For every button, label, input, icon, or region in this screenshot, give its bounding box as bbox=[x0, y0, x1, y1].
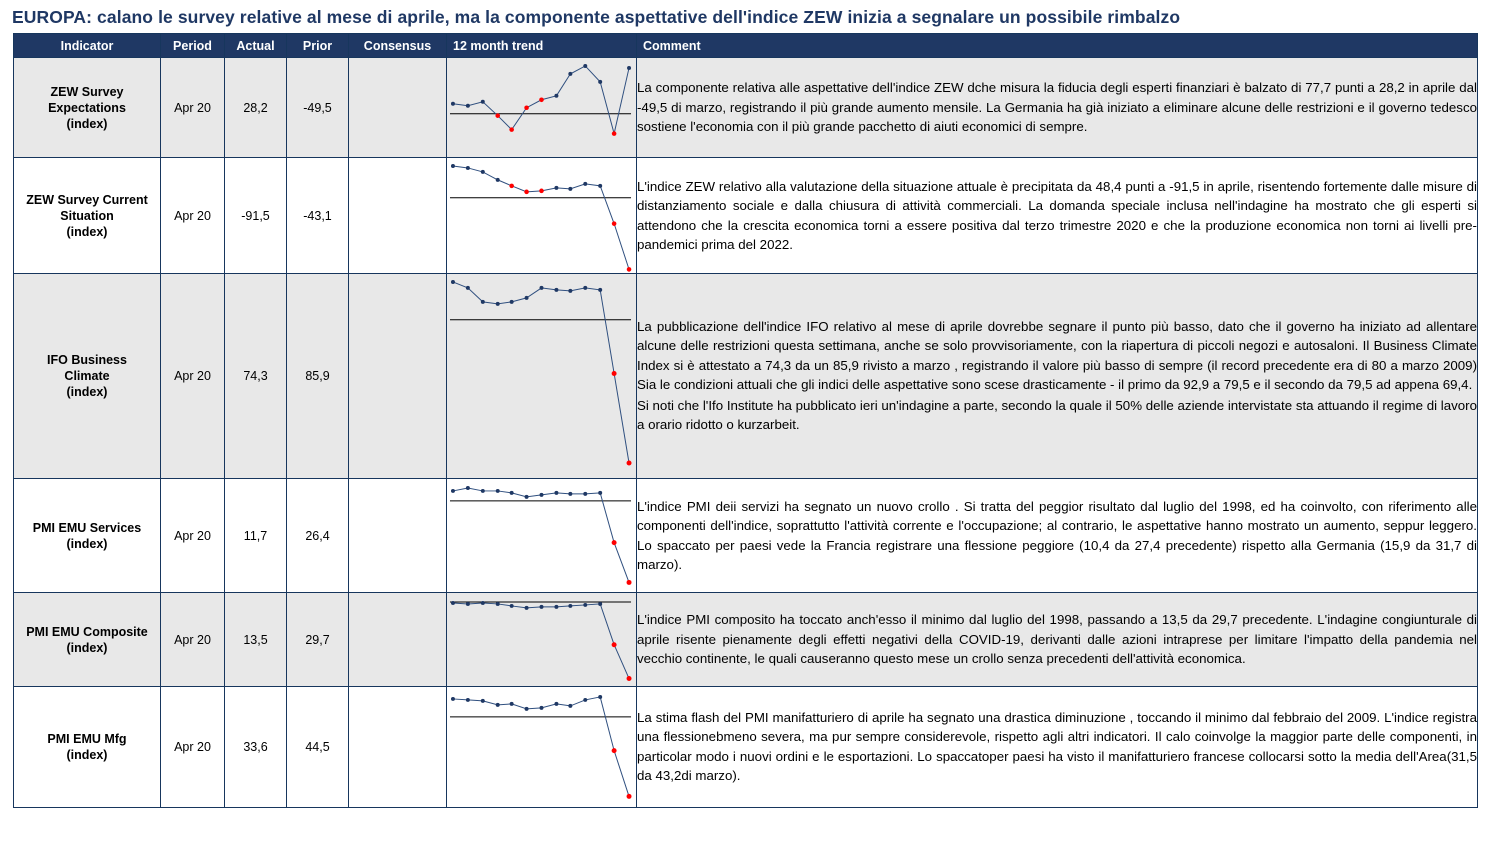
period-value: Apr 20 bbox=[161, 478, 225, 592]
indicator-line: Climate bbox=[64, 368, 110, 383]
indicator-line: ZEW Survey bbox=[50, 84, 124, 99]
trend-sparkline-cell bbox=[447, 158, 637, 273]
indicator-line: IFO Business bbox=[47, 352, 127, 367]
indicator-line: (index) bbox=[66, 116, 108, 131]
trend-sparkline-cell bbox=[447, 58, 637, 158]
actual-value: -91,5 bbox=[225, 158, 287, 273]
indicator-line: Expectations bbox=[48, 100, 126, 115]
consensus-value bbox=[349, 478, 447, 592]
indicator-name bbox=[14, 158, 161, 273]
column-header-comment: Comment bbox=[637, 34, 1478, 58]
actual-value: 28,2 bbox=[225, 58, 287, 158]
indicator-line: (index) bbox=[66, 640, 108, 655]
actual-value: 11,7 bbox=[225, 478, 287, 592]
indicator-line: PMI EMU Services bbox=[32, 520, 142, 535]
comment-text: L'indice PMI composito ha toccato anch'esso il minimo dal luglio del 1998, passando a 13,5 da 29,7 precedente. L'indagine congiunturale di aprile risente pienamente degli effetti negativi della COVID-19, derivanti dalle azioni intraprese per limitare l'impatto della pandemia nel vecchio continente, le quali causeranno questo mese un crollo senza precedenti dell'attività economica. bbox=[637, 593, 1478, 687]
prior-value: 29,7 bbox=[287, 593, 349, 687]
actual-value: 74,3 bbox=[225, 273, 287, 478]
sparkline-chart bbox=[447, 687, 636, 807]
indicator-line: (index) bbox=[66, 747, 108, 762]
period-value: Apr 20 bbox=[161, 273, 225, 478]
comment-paragraph: Si noti che l'Ifo Institute ha pubblicato ieri un'indagine a parte, secondo la quale il 50% delle aziende intervistate sta attuando il regime di lavoro a orario ridotto o kurzarbeit. bbox=[637, 397, 1477, 433]
table-header-row bbox=[14, 34, 1478, 58]
prior-value: 85,9 bbox=[287, 273, 349, 478]
comment-text: La stima flash del PMI manifatturiero di aprile ha segnato una drastica diminuzione , toccando il minimo dal febbraio del 2009. L'indice registra una flessionebmeno severa, ma pur sempre considerevole, rispetto agli altri indicatori. Il calo coinvolge la maggior parte delle componenti, in particolar modo i nuovi ordini e le esportazioni. Lo spaccatoper paesi ha visto il manifatturiero francese collocarsi sotto la media dell'Area(31,5 da 43,2di marzo). bbox=[637, 686, 1478, 807]
comment-text: La componente relativa alle aspettative dell'indice ZEW dche misura la fiducia degli esperti finanziari è balzato di 77,7 punti a 28,2 in aprile dal -49,5 di marzo, registrando il più grande aumento mensile. La Germania ha già iniziato a eliminare alcune delle restrizioni e il governo tedesco sostiene l'economia con il più grande pacchetto di aiuti economici di sempre. bbox=[637, 58, 1478, 158]
prior-value: -49,5 bbox=[287, 58, 349, 158]
trend-sparkline-cell bbox=[447, 478, 637, 592]
table-row bbox=[14, 686, 1478, 807]
prior-value: -43,1 bbox=[287, 158, 349, 273]
actual-value: 33,6 bbox=[225, 686, 287, 807]
indicator-line: (index) bbox=[66, 224, 108, 239]
table-body bbox=[14, 58, 1478, 808]
column-header-consensus: Consensus bbox=[349, 34, 447, 58]
table-row bbox=[14, 478, 1478, 592]
indicator-line: (index) bbox=[66, 536, 108, 551]
indicator-line: ZEW Survey Current bbox=[26, 192, 148, 207]
period-value: Apr 20 bbox=[161, 158, 225, 273]
prior-value: 26,4 bbox=[287, 478, 349, 592]
page-title: EUROPA: calano le survey relative al mese di aprile, ma la componente aspettative dell'indice ZEW inizia a segnalare un possibile rimbalzo bbox=[12, 7, 1181, 27]
indicator-line: PMI EMU Mfg bbox=[47, 731, 127, 746]
column-header-actual: Actual bbox=[225, 34, 287, 58]
sparkline-chart bbox=[447, 274, 636, 478]
table-header bbox=[14, 34, 1478, 58]
indicator-name bbox=[14, 478, 161, 592]
comment-paragraph: La pubblicazione dell'indice IFO relativo al mese di aprile dovrebbe segnare il punto più basso, dato che il governo ha iniziato ad allentare alcune delle restrizioni questa settimana, anche se solo provvisoriamente, con la riapertura di piccoli negozi e autosaloni. Il Business Climate Index si è attestato a 74,3 da un 85,9 rivisto a marzo , registrando il valore più basso di sempre (il record precedente era di 80 a marzo 2009) Sia le condizioni attuali che gli indici delle aspettative sono scese drasticamente - il primo da 92,9 a 79,5 e il secondo da 79,5 ad appena 69,4. bbox=[637, 318, 1477, 393]
actual-value: 13,5 bbox=[225, 593, 287, 687]
table-row bbox=[14, 58, 1478, 158]
trend-sparkline-cell bbox=[447, 593, 637, 687]
table-row bbox=[14, 158, 1478, 273]
comment-text: L'indice ZEW relativo alla valutazione della situazione attuale è precipitata da 48,4 punti a -91,5 in aprile, risentendo fortemente dalle misure di distanziamento sociale e dalla chiusura di attività commerciali. La domanda speciale inclusa nell'indagine ha mostrato che gli esperti si attendono che la crescita economica torni a essere positiva dal terzo trimestre 2020 e che la produzione economica non torni ai livelli pre-pandemici prima del 2022. bbox=[637, 158, 1478, 273]
column-header-indicator: Indicator bbox=[14, 34, 161, 58]
consensus-value bbox=[349, 273, 447, 478]
sparkline-chart bbox=[447, 158, 636, 272]
table-row bbox=[14, 273, 1478, 478]
table-row bbox=[14, 593, 1478, 687]
indicator-line: (index) bbox=[66, 384, 108, 399]
column-header-trend: 12 month trend bbox=[447, 34, 637, 58]
sparkline-chart bbox=[447, 479, 636, 592]
consensus-value bbox=[349, 58, 447, 158]
prior-value: 44,5 bbox=[287, 686, 349, 807]
period-value: Apr 20 bbox=[161, 593, 225, 687]
indicator-name bbox=[14, 593, 161, 687]
comment-text bbox=[637, 273, 1478, 478]
period-value: Apr 20 bbox=[161, 58, 225, 158]
period-value: Apr 20 bbox=[161, 686, 225, 807]
economic-indicators-table bbox=[13, 33, 1478, 808]
indicator-name bbox=[14, 686, 161, 807]
indicator-name bbox=[14, 273, 161, 478]
indicator-line: Situation bbox=[60, 208, 114, 223]
trend-sparkline-cell bbox=[447, 686, 637, 807]
consensus-value bbox=[349, 593, 447, 687]
sparkline-chart bbox=[447, 593, 636, 686]
sparkline-chart bbox=[447, 58, 636, 157]
indicator-name bbox=[14, 58, 161, 158]
consensus-value bbox=[349, 686, 447, 807]
indicator-line: PMI EMU Composite bbox=[26, 624, 148, 639]
column-header-prior: Prior bbox=[287, 34, 349, 58]
column-header-period: Period bbox=[161, 34, 225, 58]
consensus-value bbox=[349, 158, 447, 273]
trend-sparkline-cell bbox=[447, 273, 637, 478]
comment-text: L'indice PMI deii servizi ha segnato un nuovo crollo . Si tratta del peggior risultato dal luglio del 1998, ed ha coinvolto, con riferimento alle componenti dell'indice, soprattutto l'attività corrente e l'occupazione; al contrario, le aspettative hanno mostrato un aumento, seppur leggero. Lo spaccato per paesi vede la Francia registrare una flessione peggiore (10,4 da 27,4 precedente) rispetto alla Germania (15,9 da 31,7 di marzo). bbox=[637, 478, 1478, 592]
